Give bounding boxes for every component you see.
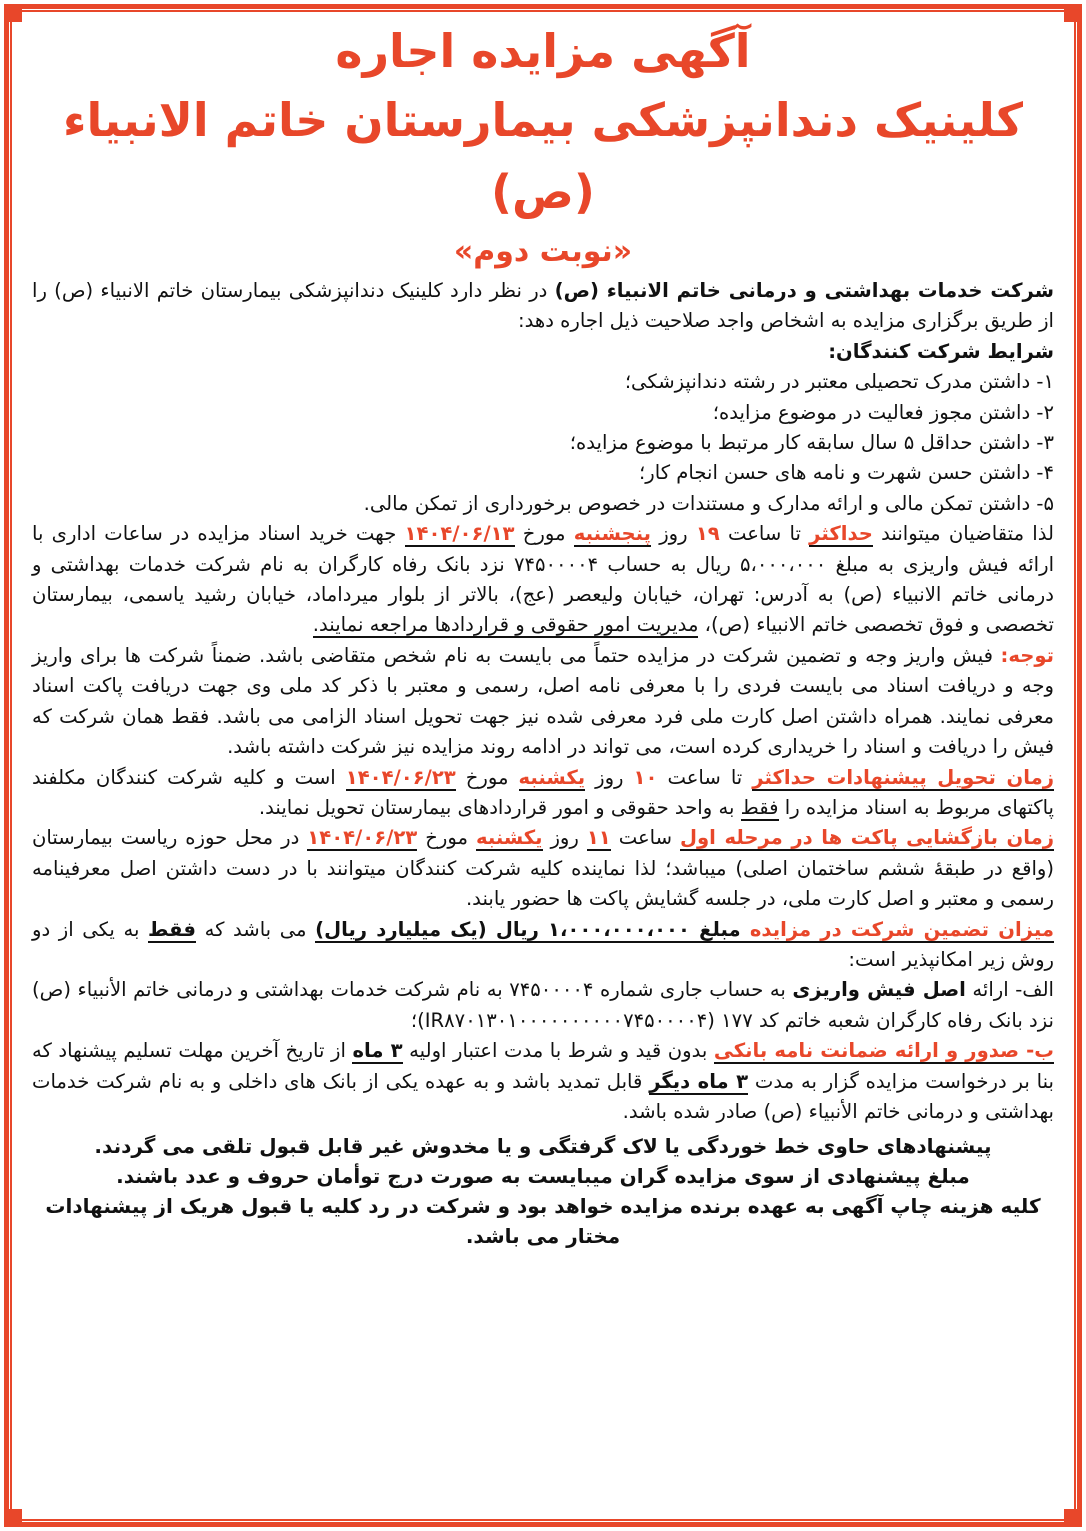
corner-ornament	[1064, 1509, 1082, 1527]
closing-line: مبلغ پیشنهادی از سوی مزایده گران میبایست به صورت درج توأمان حروف و عدد باشند.	[116, 1164, 970, 1189]
condition-item: ۳- داشتن حداقل ۵ سال سابقه کار مرتبط با موضوع مزایده؛	[569, 431, 1054, 455]
note-label: توجه:	[1000, 643, 1054, 667]
closing-line: کلیه هزینه چاپ آگهی به عهده برنده مزایده خواهد بود و شرکت در رد کلیه یا قبول هریک از پیشنهادات مختار می باشد.	[45, 1194, 1041, 1249]
condition-item: ۴- داشتن حسن شهرت و نامه های حسن انجام کار؛	[639, 461, 1054, 485]
method-b-paragraph: ب- صدور و ارائه ضمانت نامه بانکی بدون قید و شرط با مدت اعتبار اولیه ۳ ماه از تاریخ آخرین مهلت تسلیم پیشنهاد که بنا بر درخواست مزایده گزار به مدت ۳ ماه دیگر قابل تمدید باشد و به عهده یکی از بانک های داخلی و به نام شرکت خدمات بهداشتی و درمانی خاتم الأنبیاء (ص) صادر شده باشد.	[32, 1039, 1054, 1123]
company-name: شرکت خدمات بهداشتی و درمانی خاتم الانبیاء (ص)	[554, 279, 1054, 302]
guarantee-paragraph: میزان تضمین شرکت در مزایده مبلغ ۱،۰۰۰،۰۰۰،۰۰۰ ریال (یک میلیارد ریال) می باشد که فقط به یکی از دو روش زیر امکانپذیر است:	[32, 917, 1054, 971]
ad-subtitle: کلینیک دندانپزشکی بیمارستان خاتم الانبیاء (ص)	[62, 93, 1024, 219]
corner-ornament	[4, 4, 22, 22]
condition-item: ۱- داشتن مدرک تحصیلی معتبر در رشته دندانپزشکی؛	[624, 370, 1054, 394]
legal-office: مدیریت امور حقوقی و قراردادها مراجعه نمایند.	[312, 613, 699, 637]
closing-line: پیشنهادهای حاوی خط خوردگی یا لاک گرفتگی و یا مخدوش غیر قابل قبول تلقی می گردند.	[94, 1134, 992, 1159]
purchase-paragraph: لذا متقاضیان میتوانند حداکثر تا ساعت ۱۹ روز پنجشنبه مورخ ۱۴۰۴/۰۶/۱۳ جهت خرید اسناد مزایده در ساعات اداری با ارائه فیش واریزی به مبلغ ۵،۰۰۰،۰۰۰ ریال به حساب ۷۴۵۰۰۰۰۴ نزد بانک رفاه کارگران به نام شرکت خدمات بهداشتی و درمانی خاتم الانبیاء (ص) به آدرس: تهران، خیابان ولیعصر (عج)، بالاتر از بلوار میرداماد، خیابان رشید یاسمی، بیمارستان تخصصی و فوق تخصصی خاتم الانبیاء (ص)، مدیریت امور حقوقی و قراردادها مراجعه نمایند.	[32, 522, 1055, 637]
corner-ornament	[1064, 4, 1082, 22]
ad-title: آگهی مزایده اجاره	[335, 24, 751, 78]
intro-paragraph: شرکت خدمات بهداشتی و درمانی خاتم الانبیاء (ص) در نظر دارد کلینیک دندانپزشکی بیمارستان خاتم الانبیاء (ص) را از طریق برگزاری مزایده به اشخاص واجد صلاحیت ذیل اجاره دهد:	[32, 279, 1054, 333]
note-paragraph: توجه: فیش واریز وجه و تضمین شرکت در مزایده حتماً می بایست به نام شخص متقاضی باشد. ضمناً شرکت ها برای واریز وجه و دریافت اسناد می بایست فردی را با معرفی نامه اصل، رسمی و معتبر با ذکر کد ملی وی جهت دریافت پاکت اسناد معرفی نمایند. همراه داشتن اصل کارت ملی فرد معرفی شده نیز جهت تحویل اسناد الزامی می باشد. فقط همان شرکت که فیش را دریافت و اسناد را خریداری کرده است، می تواند در ادامه روند مزایده نیز شرکت داشته باشد.	[32, 643, 1054, 759]
conditions-heading: شرایط شرکت کنندگان:	[828, 339, 1054, 363]
closing-notes	[32, 1131, 1054, 1251]
condition-item: ۲- داشتن مجوز فعالیت در موضوع مزایده؛	[712, 400, 1054, 424]
ad-content	[32, 18, 1054, 1511]
ad-round: «نوبت دوم»	[453, 234, 633, 269]
condition-item: ۵- داشتن تمکن مالی و ارائه مدارک و مستندات در خصوص برخورداری از تمکن مالی.	[363, 491, 1054, 515]
submission-paragraph: زمان تحویل پیشنهادات حداکثر تا ساعت ۱۰ روز یکشنبه مورخ ۱۴۰۴/۰۶/۲۳ است و کلیه شرکت کنندگان مکلفند پاکتهای مربوط به اسناد مزایده را فقط به واحد حقوقی و امور قراردادهای بیمارستان تحویل نمایند.	[32, 765, 1055, 819]
ad-body	[32, 276, 1054, 1127]
method-a-paragraph: الف- ارائه اصل فیش واریزی به حساب جاری شماره ۷۴۵۰۰۰۰۴ به نام شرکت خدمات بهداشتی و درمانی خاتم الأنبیاء (ص) نزد بانک رفاه کارگران شعبه خاتم کد ۱۷۷ (IR۸۷۰۱۳۰۱۰۰۰۰۰۰۰۰۰۰۷۴۵۰۰۰۰۴)؛	[32, 978, 1055, 1032]
opening-paragraph: زمان بازگشایی پاکت ها در مرحله اول ساعت ۱۱ روز یکشنبه مورخ ۱۴۰۴/۰۶/۲۳ در محل حوزه ریاست بیمارستان (واقع در طبقهٔ ششم ساختمان اصلی) میباشد؛ لذا نماینده کلیه شرکت کنندگان میتوانند با در دست داشتن اصل معرفینامه رسمی و معتبر و اصل کارت ملی، در جلسه گشایش پاکت ها حضور یابند.	[32, 826, 1055, 911]
corner-ornament	[4, 1509, 22, 1527]
